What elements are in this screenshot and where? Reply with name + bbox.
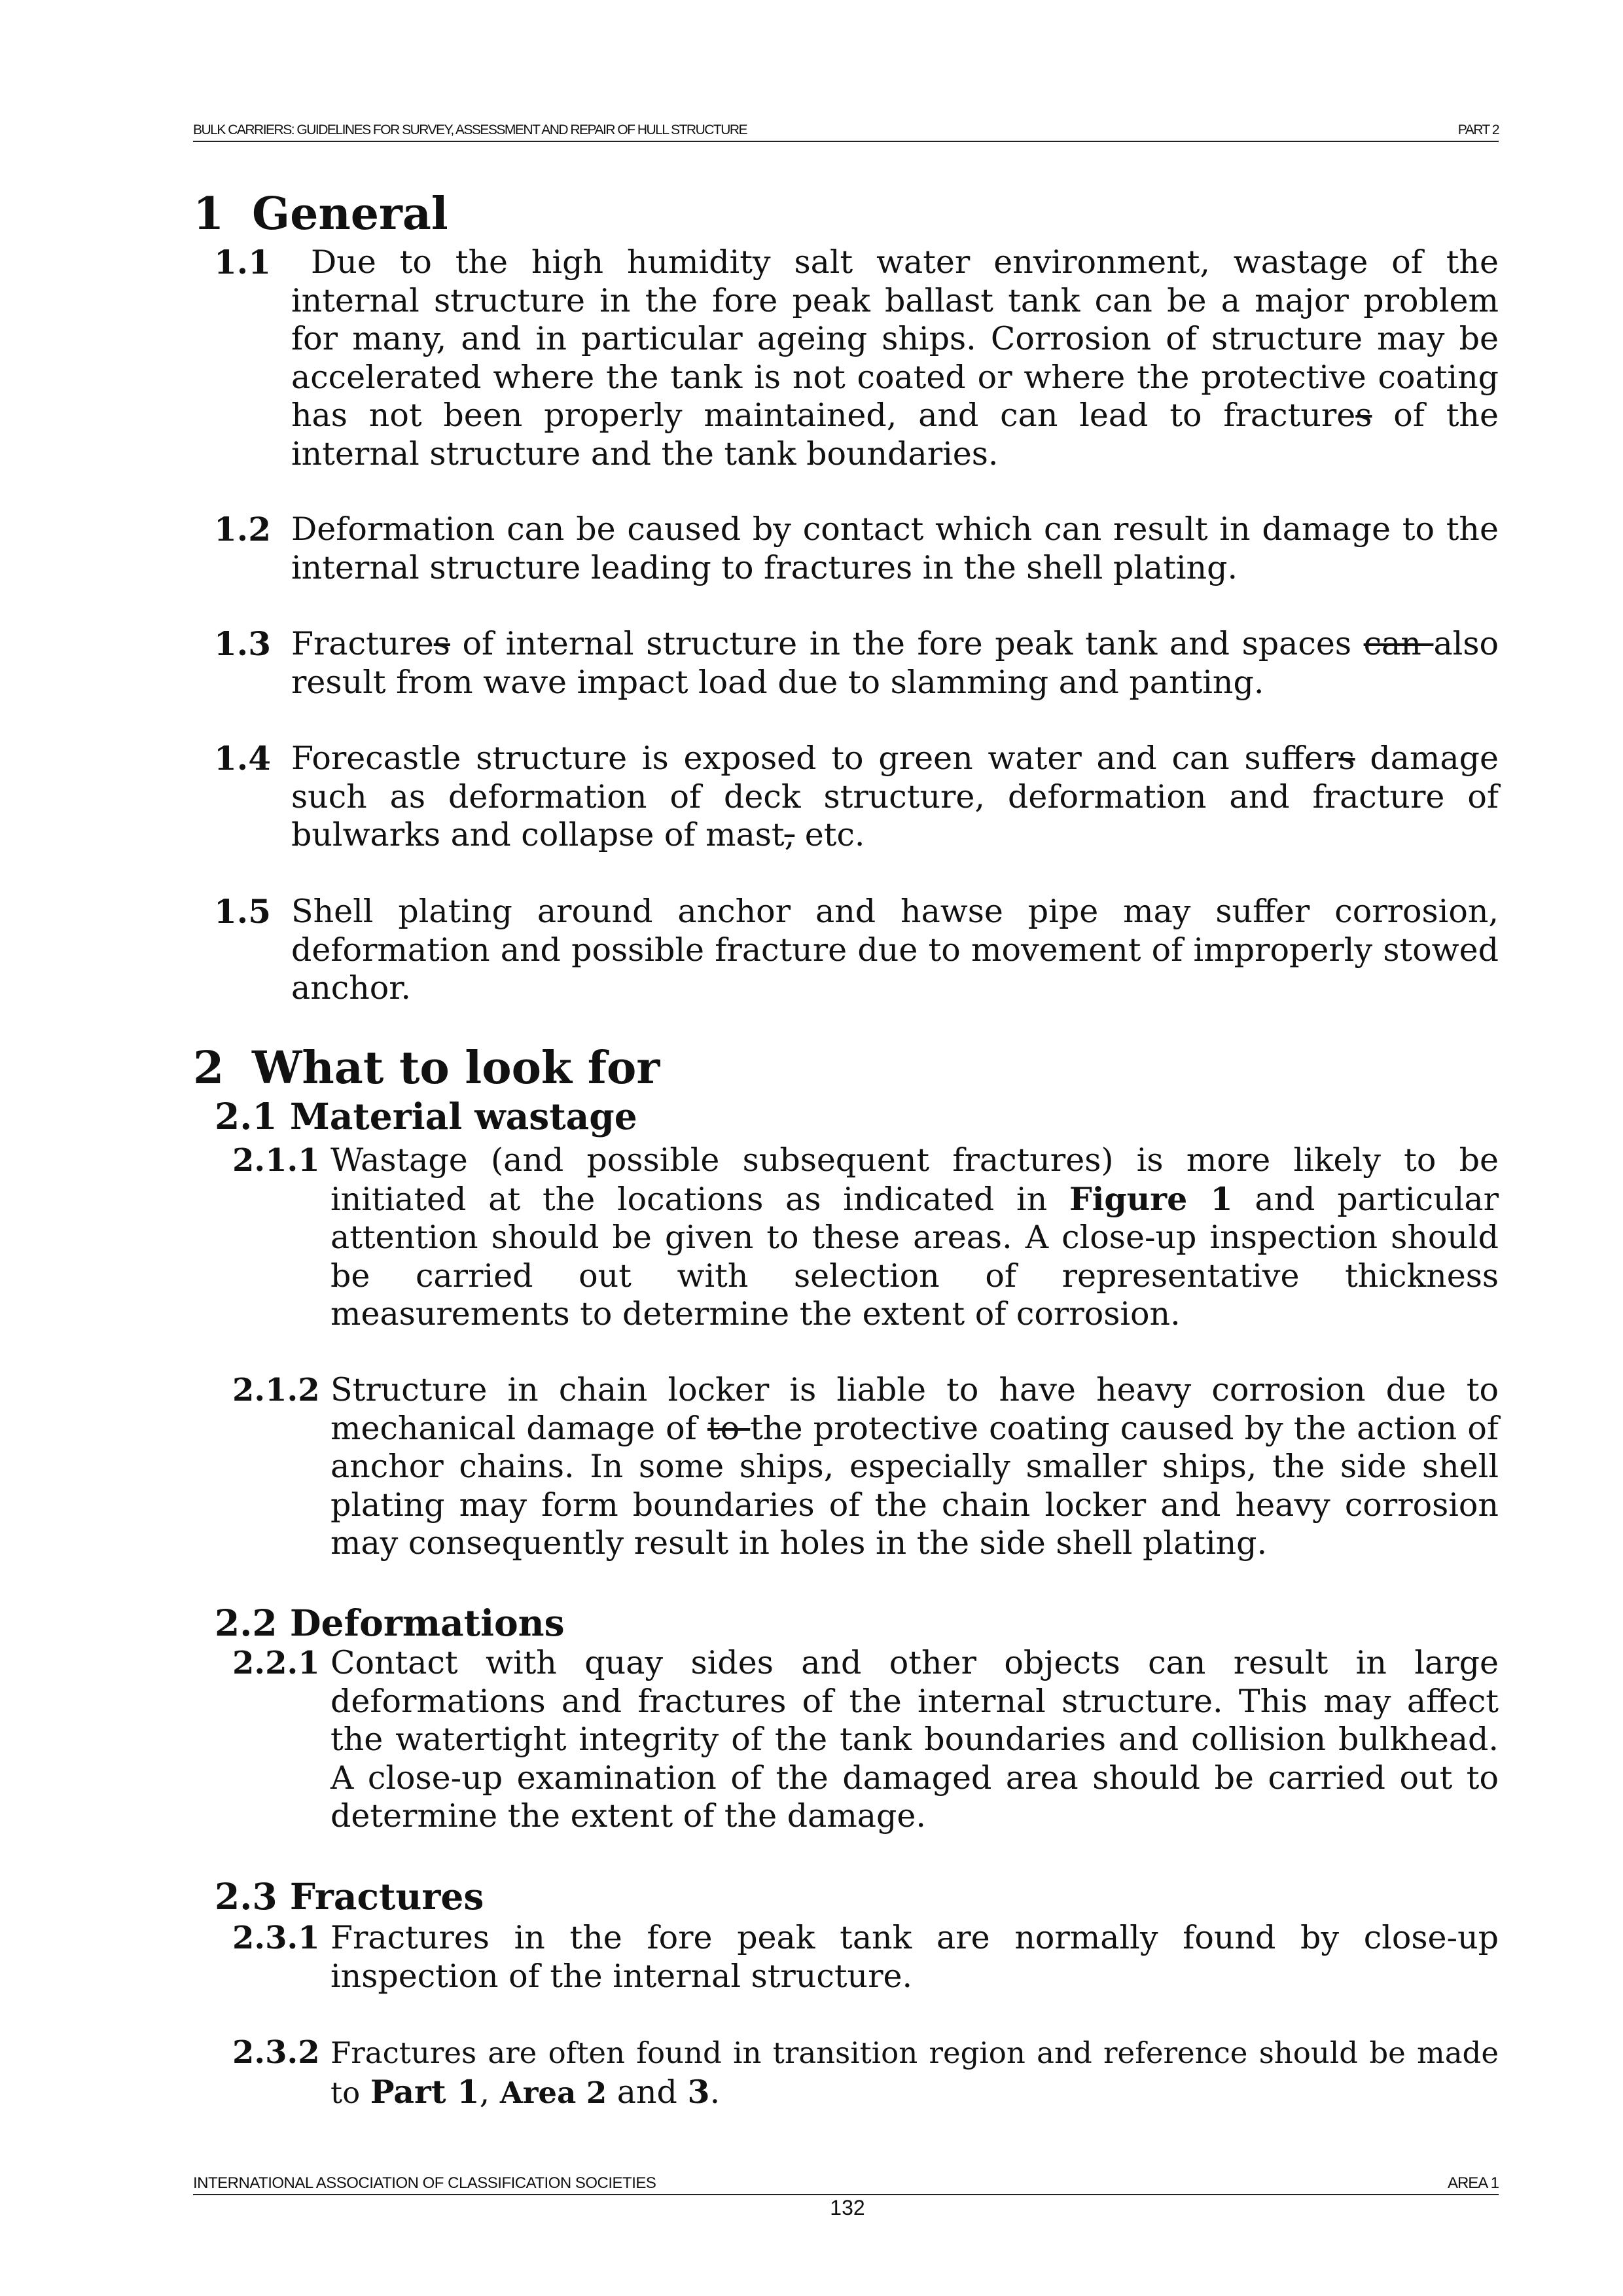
page-number: 132 [830, 2196, 865, 2219]
text-run: Shell plating around anchor and hawse pipe may suffer corrosion, deformation and possible fracture due to movement of improperly stowed anchor. [291, 893, 1499, 1007]
struck-text: s [1355, 397, 1372, 434]
text-run: Fractures are often found in transition region and reference should be made to [330, 2036, 1499, 2110]
paragraph-number: 1.2 [214, 510, 271, 548]
section-title: General [252, 188, 448, 240]
paragraph-text [330, 1919, 1499, 1996]
text-run: also result from wave impact load due to slamming and panting. [291, 625, 1499, 701]
struck-text: can [1363, 625, 1434, 662]
text-run: Deformation can be caused by contact which can result in damage to the internal structure leading to fractures in the shell plating. [291, 511, 1499, 586]
subsection-heading-fractures: 2.3 Fractures [215, 1875, 484, 1918]
paragraph-number: 1.1 [214, 243, 271, 281]
text-run: of internal structure in the fore peak tank and spaces [450, 625, 1364, 662]
footer-organization: INTERNATIONAL ASSOCIATION OF CLASSIFICATION SOCIETIES [193, 2174, 656, 2192]
text-run: and particular attention should be given to these areas. A close-up inspection should be carried out with selection of representative thickness measurements to determine the extent of corrosion. [330, 1180, 1499, 1333]
text-run: etc. [794, 816, 865, 853]
paragraph-1-4 [193, 740, 1499, 855]
paragraph-number: 2.3.2 [232, 2034, 320, 2071]
paragraph-2-3-1 [193, 1919, 1499, 1996]
paragraph-text [330, 2034, 1499, 2112]
struck-text: to [707, 1409, 751, 1447]
text-run: Fracture [291, 625, 434, 662]
text-run: Contact with quay sides and other objects can result in large deformations and fractures of the internal structure. This may affect the watertight integrity of the tank boundaries and collision bulkhead. A close-up examination of the damaged area should be carried out to determine the extent of the damage. [330, 1644, 1499, 1835]
paragraph-text [291, 740, 1499, 855]
paragraph-1-2 [193, 511, 1499, 587]
paragraph-2-1-1 [193, 1141, 1499, 1334]
footer-area-label: AREA 1 [1447, 2174, 1499, 2192]
header-part-label: PART 2 [1457, 122, 1499, 137]
subsection-heading-deformations: 2.2 Deformations [215, 1602, 565, 1644]
header-document-title: BULK CARRIERS: GUIDELINES FOR SURVEY, ASSESSMENT AND REPAIR OF HULL STRUCTURE [193, 122, 747, 137]
text-run: Due to the high humidity salt water environment, wastage of the internal structure in the fore peak ballast tank can be a major problem for many, and in particular ageing ships. Corrosion of structure may be accelerated where the tank is not coated or where the protective coating has not been properly maintained, and can lead to fracture [291, 243, 1499, 434]
text-run: , [479, 2073, 500, 2111]
paragraph-1-5 [193, 893, 1499, 1008]
part-reference: Part 1 [370, 2072, 480, 2111]
section-number: 1 [193, 188, 224, 240]
area-reference: 3 [687, 2072, 710, 2111]
area-reference: Area 2 [499, 2075, 607, 2110]
paragraph-number: 1.5 [214, 892, 271, 931]
text-run: . [709, 2073, 721, 2111]
section-number: 2 [193, 1042, 224, 1094]
paragraph-number: 2.1.2 [232, 1372, 320, 1408]
paragraph-text [291, 893, 1499, 1008]
struck-text: s [1338, 740, 1355, 777]
page-header [193, 122, 1499, 142]
page-footer [193, 2174, 1499, 2195]
figure-reference: Figure 1 [1069, 1179, 1233, 1218]
section-heading-general [193, 188, 448, 240]
paragraph-text [330, 1141, 1499, 1334]
struck-text: s [433, 625, 450, 662]
paragraph-2-3-2 [193, 2034, 1499, 2112]
text-run: the protective coating caused by the action of anchor chains. In some ships, especially smaller ships, the side shell plating may form boundaries of the chain locker and heavy corrosion may consequently result in holes in the side shell plating. [330, 1409, 1499, 1562]
text-run: Fractures in the fore peak tank are normally found by close-up inspection of the internal structure. [330, 1919, 1499, 1995]
subsection-heading-material-wastage: 2.1 Material wastage [215, 1095, 637, 1138]
paragraph-number: 2.3.1 [232, 1920, 320, 1956]
section-heading-what-to-look-for [193, 1042, 660, 1094]
text-run: Forecastle structure is exposed to green water and can suffer [291, 740, 1339, 777]
paragraph-text [330, 1371, 1499, 1563]
paragraph-1-1 [193, 243, 1499, 473]
paragraph-2-2-1 [193, 1644, 1499, 1836]
paragraph-text [291, 625, 1499, 702]
paragraph-number: 2.1.1 [232, 1142, 320, 1179]
paragraph-1-3 [193, 625, 1499, 702]
paragraph-number: 1.3 [214, 624, 271, 663]
paragraph-text [291, 243, 1499, 473]
paragraph-2-1-2 [193, 1371, 1499, 1563]
text-run: damage such as deformation of deck structure, deformation and fracture of bulwarks and collapse of mast [291, 740, 1499, 853]
text-run: Wastage (and possible subsequent fractures) is more likely to be initiated at the locations as indicated in [330, 1141, 1499, 1218]
paragraph-number: 1.4 [214, 739, 271, 778]
text-run: Structure in chain locker is liable to have heavy corrosion due to mechanical damage of [330, 1371, 1499, 1447]
paragraph-text [330, 1644, 1499, 1836]
struck-text: , [784, 816, 795, 853]
text-run: and [607, 2073, 688, 2111]
section-title: What to look for [252, 1042, 660, 1094]
text-run: of the internal structure and the tank boundaries. [291, 397, 1499, 473]
paragraph-number: 2.2.1 [232, 1645, 320, 1681]
paragraph-text [291, 511, 1499, 587]
